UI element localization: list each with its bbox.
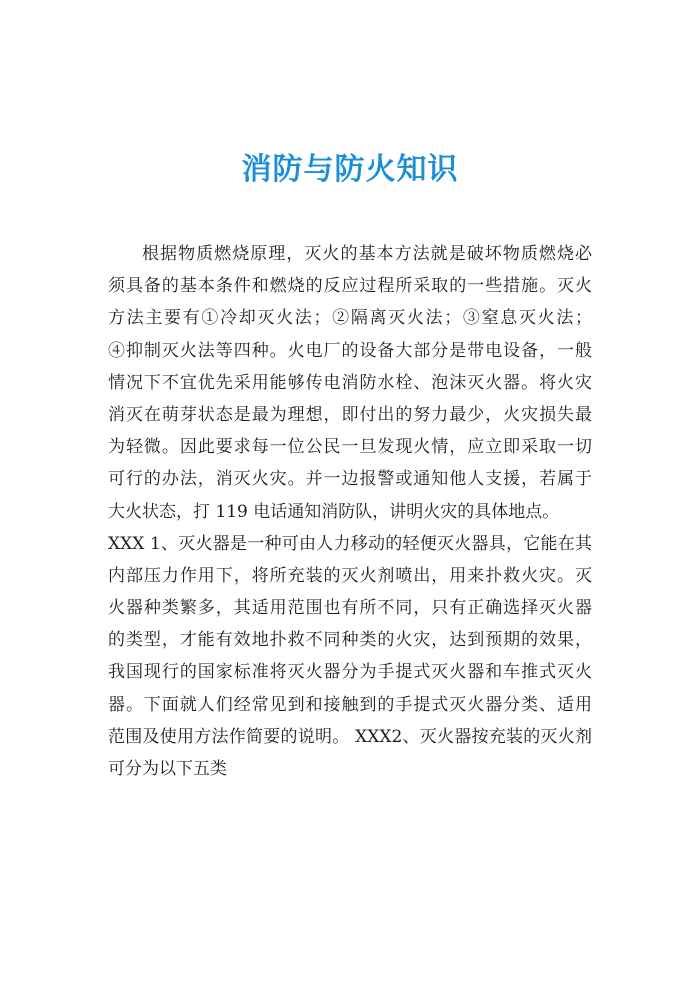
text-line: 的类型，才能有效地扑救不同种类的火灾，达到预期的效果， xyxy=(108,630,592,651)
document-body xyxy=(108,238,592,785)
text-line: 火器种类繁多，其适用范围也有所不同，只有正确选择灭火器 xyxy=(108,598,592,619)
text-line: 须具备的基本条件和燃烧的反应过程所采取的一些措施。灭火 xyxy=(108,276,592,297)
text-line: 可行的办法，消灭火灾。并一边报警或通知他人支援，若属于 xyxy=(108,469,592,490)
text-line: 大火状态，打 119 电话通知消防队，讲明火灾的具体地点。 xyxy=(108,501,560,522)
text-line: 情况下不宜优先采用能够传电消防水栓、泡沫灭火器。将火灾 xyxy=(108,372,592,393)
text-line: 根据物质燃烧原理，灭火的基本方法就是破坏物质燃烧必 xyxy=(142,244,592,264)
text-line: 可分为以下五类 xyxy=(108,759,227,779)
text-line: 我国现行的国家标准将灭火器分为手提式灭火器和车推式灭火 xyxy=(108,662,592,683)
text-line: 方法主要有①冷却灭火法；②隔离灭火法；③窒息灭火法； xyxy=(108,308,592,329)
text-line: 为轻微。因此要求每一位公民一旦发现火情，应立即采取一切 xyxy=(108,437,592,458)
text-line: 器。下面就人们经常见到和接触到的手提式灭火器分类、适用 xyxy=(108,694,592,715)
text-line: 范围及使用方法作简要的说明。 XXX2、灭火器按充装的灭火剂 xyxy=(108,726,592,747)
text-line: XXX 1、灭火器是一种可由人力移动的轻便灭火器具，它能在其 xyxy=(108,533,592,554)
document-title: 消防与防火知识 xyxy=(241,152,459,187)
text-line: 消灭在萌芽状态是最为理想，即付出的努力最少，火灾损失最 xyxy=(108,404,592,425)
text-line: 内部压力作用下，将所充装的灭火剂喷出，用来扑救火灾。灭 xyxy=(108,565,592,586)
text-line: ④抑制灭火法等四种。火电厂的设备大部分是带电设备，一般 xyxy=(108,340,592,361)
